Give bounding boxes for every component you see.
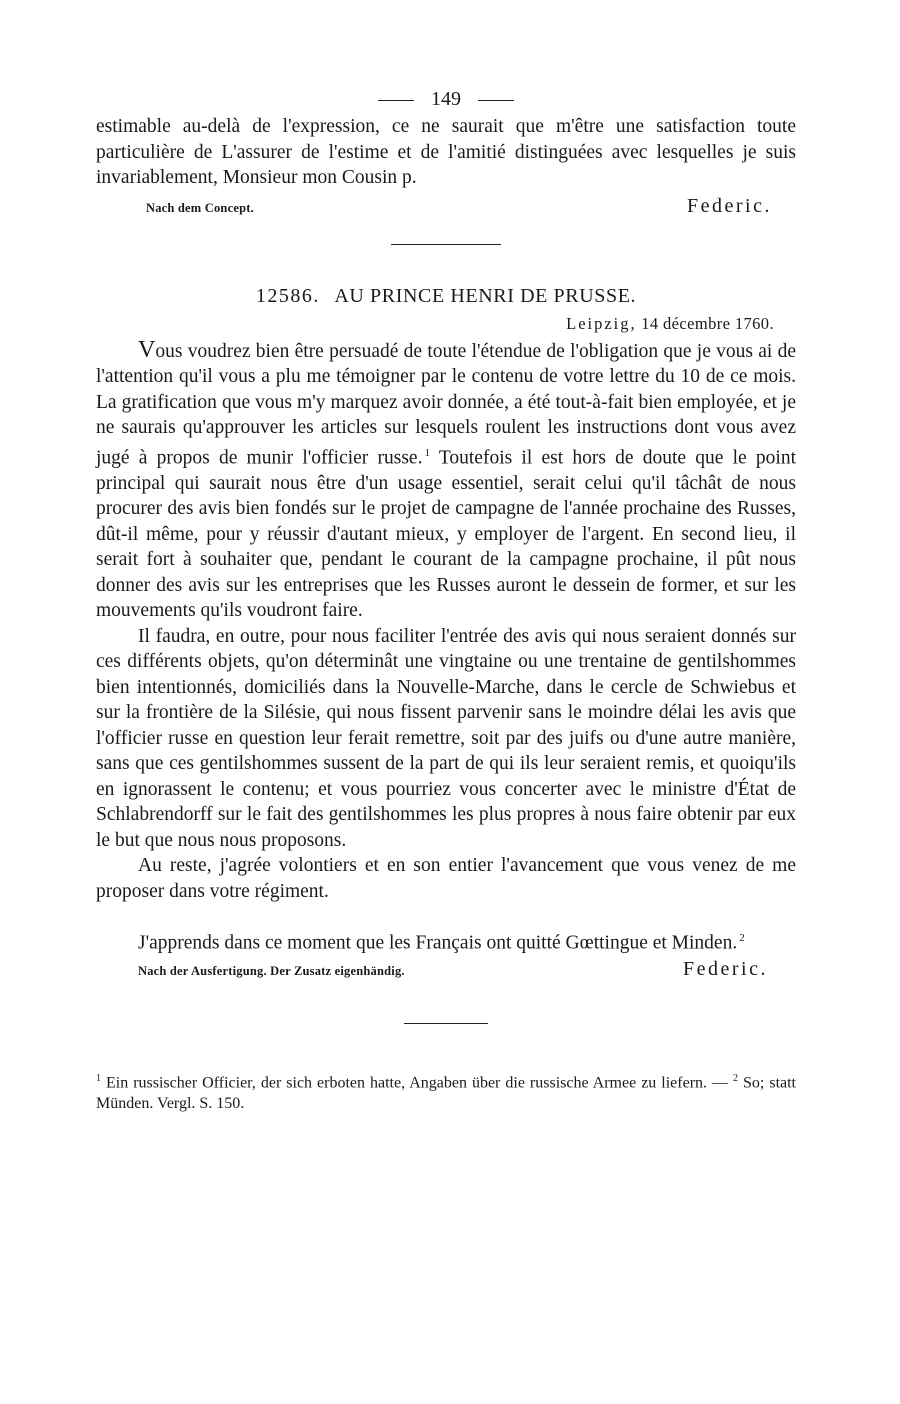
letter-heading	[96, 285, 796, 308]
footnote-ref-2: 2	[739, 932, 745, 944]
letter-date: 14 décembre 1760.	[641, 313, 774, 333]
header-dash-right	[478, 100, 514, 101]
document-page	[96, 84, 796, 1114]
letter-postscript	[96, 926, 796, 956]
letter-closing	[96, 958, 796, 981]
continuation-signature: Federic.	[687, 194, 772, 217]
letter-paragraph-1	[96, 338, 796, 624]
page-number: 149	[431, 88, 461, 110]
continuation-source-note: Nach dem Concept.	[146, 200, 254, 215]
header-dash-left	[378, 100, 414, 101]
letter-paragraph-1-part-b: Toutefois il est hors de doute que le point principal qui saurait nous être d'un usage essentiel, serait celui qu'il tâchât de nous procurer des avis bien fondés sur le projet de campagne de l'année prochaine des Russes, dût-il même, pour y réussir d'autant mieux, y employer de l'argent. En second lieu, il serait fort à souhaiter que, pendant le courant de la campagne prochaine, il pût nous donner des avis sur les entreprises que les Russes auront le dessein de former, et sur les mouvements qu'ils voudront faire.	[96, 447, 797, 621]
letter-paragraph-2: Il faudra, en outre, pour nous faciliter l'entrée des avis qui nous seraient donnés sur ces différents objets, qu'on déterminât une vingtaine ou une trentaine de gentilshommes bien intentionnés, domiciliés dans la Nouvelle-Marche, dans le cercle de Schwiebus et sur la frontière de la Silésie, qui nous fissent parvenir sans le moindre délai les avis que l'officier russe en question leur ferait remettre, soit par des juifs ou d'une autre manière, sans que ces gentilshommes sussent de la part de qui ils leur seraient remis, et quoiqu'ils en ignorassent le contenu; et vous pourriez vous concerter avec le ministre d'État de Schlabrendorff sur le fait des gentilshommes les plus propres à nous faire obtenir par eux le but que nous nous proposons.	[96, 625, 796, 851]
letter-paragraph-1-part-a: ous voudrez bien être persuadé de toute l'étendue de l'obligation que je vous ai de l'attention qu'il vous a plu me témoigner par le contenu de votre lettre du 10 de ce mois. La gratification que vous m'y marquez avoir donnée, a été tout-à-fait bien employée, et je ne saurais qu'approuver les articles sur lesquels roulent les instructions dont vous avez jugé à propos de munir l'officier russe.	[96, 340, 796, 468]
letter-paragraph-3: Au reste, j'agrée volontiers et en son entier l'avancement que vous venez de me proposer dans votre régiment.	[96, 855, 796, 902]
footnote-1-mark: 1	[96, 1073, 101, 1084]
letter-addressee: AU PRINCE HENRI DE PRUSSE.	[334, 284, 637, 307]
page-header	[96, 84, 796, 114]
footnote-1-text: Ein russischer Officier, der sich erboten hatte, Angaben über die russische Armee zu liefern. —	[101, 1074, 734, 1092]
footnote-ref-1: 1	[424, 446, 430, 459]
drop-initial: V	[138, 336, 156, 363]
continuation-closing	[96, 195, 796, 218]
continuation-paragraph: estimable au-delà de l'expression, ce ne saurait que m'être une satisfaction toute particulière de L'assurer de l'estime et de l'amitié distinguées avec lesquelles je suis invariablement, Monsieur mon Cousin p.	[96, 116, 796, 188]
section-divider	[391, 244, 501, 245]
letter-number: 12586.	[255, 284, 320, 307]
letter-signature: Federic.	[683, 958, 768, 980]
footnote-divider	[404, 1023, 488, 1024]
letter-dateline	[96, 314, 774, 334]
letter-place: Leipzig,	[566, 313, 637, 333]
letter-source-note: Nach der Ausfertigung. Der Zusatz eigenhändig.	[138, 964, 405, 978]
letter-postscript-text: J'apprends dans ce moment que les Français ont quitté Gœttingue et Minden.	[138, 932, 738, 954]
footnote-2-text: So; statt Münden. Vergl. S. 150.	[96, 1074, 797, 1113]
footnotes	[96, 1068, 796, 1114]
footnote-2-mark: 2	[733, 1073, 739, 1084]
